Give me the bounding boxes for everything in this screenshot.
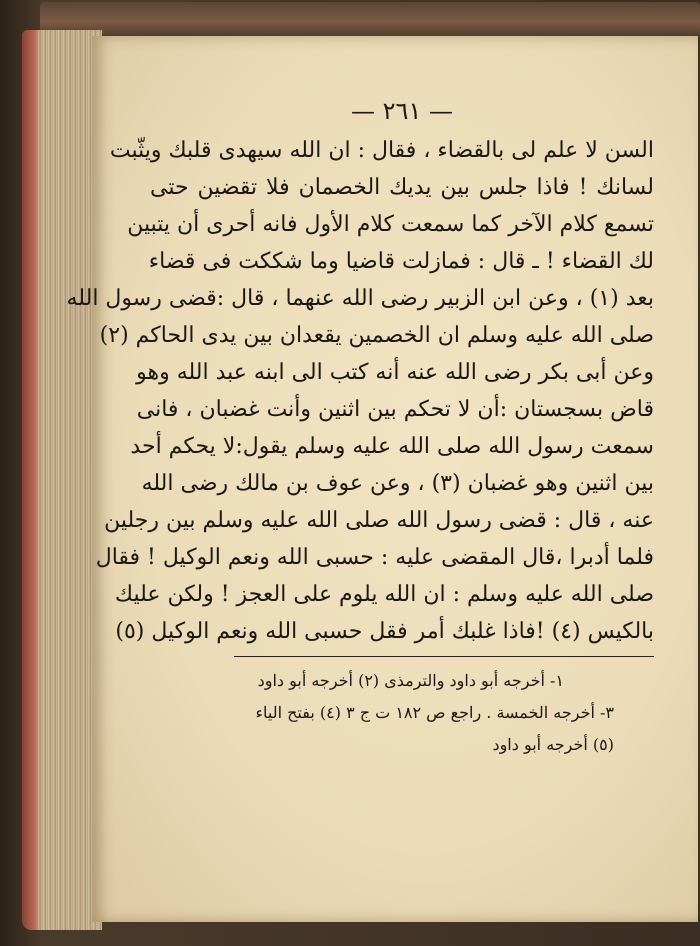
body-line: بالكيس (٤) !فاذا غلبك أمر فقل حسبى الله ونعم الوكيل (٥) [115, 619, 654, 644]
body-line: سمعت رسول الله صلى الله عليه وسلم يقول:لا يحكم أحد [130, 434, 654, 459]
footnote-line: ١- أخرجه أبو داود والترمذى (٢) أخرجه أبو داود [257, 671, 564, 690]
footnote-line: ٣- أخرجه الخمسة . راجع ص ١٨٢ ت ج ٣ (٤) بفتح الياء [255, 703, 614, 722]
body-line: فلما أدبرا ،قال المقضى عليه : حسبى الله ونعم الوكيل ! فقال [95, 545, 654, 570]
footnote-line: (٥) أخرجه أبو داود [492, 735, 614, 754]
body-line: لك القضاء ! ـ قال : فمازلت قاضيا وما شككت فى قضاء [148, 249, 654, 274]
body-line: بين اثنين وهو غضبان (٣) ، وعن عوف بن مالك رضى الله [141, 471, 654, 496]
text-block [66, 96, 654, 761]
body-line: عنه ، قال : قضى رسول الله صلى الله عليه وسلم بين رجلين [104, 508, 654, 533]
body-line: لسانك ! فاذا جلس بين يديك الخصمان فلا تقضين حتى [150, 175, 654, 200]
book-spine-top [40, 2, 700, 38]
body-line: تسمع كلام الآخر كما سمعت كلام الأول فانه أحرى أن يتبين [127, 212, 654, 237]
body-line: وعن أبى بكر رضى الله عنه أنه كتب الى ابنه عبد الله وهو [136, 360, 654, 385]
page-number: — ٢٦١ — [351, 97, 453, 125]
book-page [66, 36, 698, 922]
body-line: صلى الله عليه وسلم : ان الله يلوم على العجز ! ولكن عليك [114, 582, 654, 607]
page-edges [22, 30, 102, 930]
body-line: السن لا علم لى بالقضاء ، فقال : ان الله سيهدى قلبك ويثّبت [109, 138, 654, 163]
body-line: بعد (١) ، وعن ابن الزبير رضى الله عنهما ، قال :قضى رسول الله [66, 286, 654, 311]
footnote-divider [234, 656, 654, 657]
body-line: صلى الله عليه وسلم ان الخصمين يقعدان بين يدى الحاكم (٢) [99, 323, 654, 348]
body-line: قاض بسجستان :أن لا تحكم بين اثنين وأنت غضبان ، فانى [136, 397, 654, 422]
